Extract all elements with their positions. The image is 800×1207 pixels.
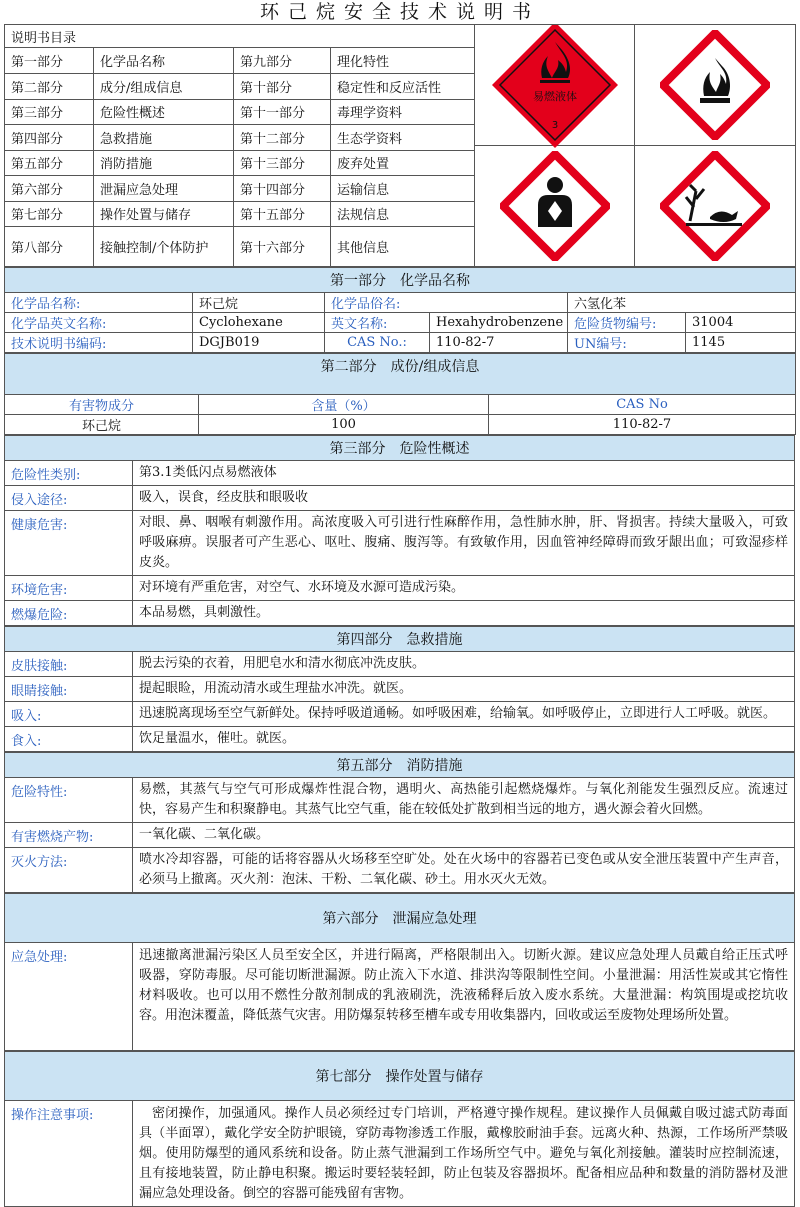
spill-response-label: 应急处理: — [5, 943, 133, 1051]
toc-link[interactable]: 化学品名称 — [94, 48, 234, 74]
toc-link[interactable]: 生态学资料 — [331, 125, 475, 151]
toc-cell: 第十四部分 — [234, 176, 331, 202]
flammable-liquid-label — [475, 25, 635, 146]
toc-link[interactable]: 危险性概述 — [94, 99, 234, 125]
toc-cell: 第一部分 — [5, 48, 94, 74]
english-alias-label: 英文名称: — [325, 313, 430, 333]
english-alias-value: Hexahydrobenzene — [430, 313, 568, 333]
toc-link[interactable]: 理化特性 — [331, 48, 475, 74]
section-1-table — [4, 267, 796, 353]
toc-cell: 第十二部分 — [234, 125, 331, 151]
section-6-title: 第六部分 泄漏应急处理 — [5, 894, 795, 943]
toc-link[interactable]: 消防措施 — [94, 150, 234, 176]
cas-number-value: 110-82-7 — [489, 415, 796, 435]
environment-hazard-text: 对环境有严重危害，对空气、水环境及水源可造成污染。 — [133, 576, 795, 601]
explosion-hazard-label: 燃爆危险: — [5, 601, 133, 626]
environment-hazard-label: 环境危害: — [5, 576, 133, 601]
exposure-route-label: 侵入途径: — [5, 486, 133, 511]
section-7-table — [4, 1051, 795, 1207]
hazard-class-label: 危险性类别: — [5, 461, 133, 486]
environment-hazard-icon — [635, 146, 795, 267]
dangerous-goods-value: 31004 — [686, 313, 796, 333]
sds-code-value: DGJB019 — [193, 333, 325, 353]
component-header: 有害物成分 — [5, 395, 199, 415]
toc-header: 说明书目录 — [5, 25, 475, 48]
ingestion-text: 饮足量温水，催吐。就医。 — [133, 727, 795, 752]
section-3-title: 第三部分 危险性概述 — [5, 436, 795, 461]
un-label: UN编号: — [568, 333, 686, 353]
section-4-title: 第四部分 急救措施 — [5, 627, 795, 652]
toc-cell: 第五部分 — [5, 150, 94, 176]
toc-cell: 第九部分 — [234, 48, 331, 74]
skin-contact-text: 脱去污染的衣着，用肥皂水和清水彻底冲洗皮肤。 — [133, 652, 795, 677]
hazard-label-text: 易燃液体 — [532, 89, 577, 103]
eye-contact-text: 提起眼睑，用流动清水或生理盐水冲洗。就医。 — [133, 677, 795, 702]
cas-header: CAS No — [489, 395, 796, 415]
common-name-value: 六氢化苯 — [568, 293, 796, 313]
toc-link[interactable]: 成分/组成信息 — [94, 74, 234, 100]
fire-fighting-label: 灭火方法: — [5, 848, 133, 893]
fire-fighting-text: 喷水冷却容器，可能的话将容器从火场移至空旷处。处在火场中的容器若已变色或从安全泄压装置中产生声音，必须马上撤离。灭火剂：泡沫、干粉、二氧化碳、砂土。用水灭火无效。 — [133, 848, 795, 893]
toc-cell: 第十三部分 — [234, 150, 331, 176]
page-title: 环己烷安全技术说明书 — [259, 1, 540, 23]
toc-link[interactable]: 接触控制/个体防护 — [94, 227, 234, 267]
common-name-label: 化学品俗名: — [325, 293, 568, 313]
inhalation-label: 吸入: — [5, 702, 133, 727]
cas-label: CAS No.: — [325, 333, 430, 353]
ingestion-label: 食入: — [5, 727, 133, 752]
sds-code-label: 技术说明书编码: — [5, 333, 193, 353]
health-hazard-icon — [475, 146, 635, 267]
toc-cell: 第四部分 — [5, 125, 94, 151]
eye-contact-label: 眼睛接触: — [5, 677, 133, 702]
hazard-pictograms — [475, 25, 796, 267]
flame-icon — [635, 25, 795, 146]
health-hazard-label: 健康危害: — [5, 511, 133, 576]
section-5-table — [4, 752, 795, 893]
spill-response-text: 迅速撤离泄漏污染区人员至安全区，并进行隔离，严格限制出入。切断火源。建议应急处理人员戴自给正压式呼吸器，穿防毒服。尽可能切断泄漏源。防止流入下水道、排洪沟等限制性空间。小量泄漏：用活性炭或其它惰性材料吸收。也可以用不燃性分散剂制成的乳液刷洗，洗液稀释后放入废水系统。大量泄漏：构筑围堤或挖坑收容。用泡沫覆盖，降低蒸气灾害。用防爆泵转移至槽车或专用收集器内，回收或运至废物处理场所处置。 — [133, 943, 795, 1051]
combustion-products-label: 有害燃烧产物: — [5, 823, 133, 848]
section-5-title: 第五部分 消防措施 — [5, 753, 795, 778]
toc-link[interactable]: 泄漏应急处理 — [94, 176, 234, 202]
toc-link[interactable]: 操作处置与储存 — [94, 201, 234, 227]
sds-document — [4, 24, 795, 1207]
toc-link[interactable]: 毒理学资料 — [331, 99, 475, 125]
section-2-table — [4, 353, 796, 435]
toc-cell: 第七部分 — [5, 201, 94, 227]
toc-cell: 第六部分 — [5, 176, 94, 202]
content-value: 100 — [199, 415, 489, 435]
toc-cell: 第十一部分 — [234, 99, 331, 125]
toc-cell: 第十五部分 — [234, 201, 331, 227]
hazard-property-label: 危险特性: — [5, 778, 133, 823]
component-value: 环己烷 — [5, 415, 199, 435]
chemical-name-label: 化学品名称: — [5, 293, 193, 313]
section-7-title: 第七部分 操作处置与储存 — [5, 1052, 795, 1101]
hazard-class-text: 第3.1类低闪点易燃液体 — [133, 461, 795, 486]
skin-contact-label: 皮肤接触: — [5, 652, 133, 677]
toc-link[interactable]: 急救措施 — [94, 125, 234, 151]
section-1-title: 第一部分 化学品名称 — [5, 268, 796, 293]
health-hazard-text: 对眼、鼻、咽喉有刺激作用。高浓度吸入可引进行性麻醉作用，急性肺水肿，肝、肾损害。持续大量吸入，可致呼吸麻痹。误服者可产生恶心、呕吐、腹痛、腹泻等。有致敏作用，因血管神经障碍而致牙龈出血；可致湿疹样皮炎。 — [133, 511, 795, 576]
combustion-products-text: 一氧化碳、二氧化碳。 — [133, 823, 795, 848]
toc-cell: 第十部分 — [234, 74, 331, 100]
toc-link[interactable]: 其他信息 — [331, 227, 475, 267]
english-name-value: Cyclohexane — [193, 313, 325, 333]
explosion-hazard-text: 本品易燃，具刺激性。 — [133, 601, 795, 626]
toc-table — [4, 24, 796, 267]
section-3-table — [4, 435, 795, 626]
exposure-route-text: 吸入，误食，经皮肤和眼吸收 — [133, 486, 795, 511]
toc-cell: 第二部分 — [5, 74, 94, 100]
handling-label: 操作注意事项: — [5, 1101, 133, 1207]
toc-link[interactable]: 稳定性和反应活性 — [331, 74, 475, 100]
chemical-name-value: 环己烷 — [193, 293, 325, 313]
english-name-label: 化学品英文名称: — [5, 313, 193, 333]
section-6-table — [4, 893, 795, 1051]
toc-link[interactable]: 废弃处置 — [331, 150, 475, 176]
hazard-label-class: 3 — [551, 119, 558, 131]
cas-value: 110-82-7 — [430, 333, 568, 353]
toc-link[interactable]: 法规信息 — [331, 201, 475, 227]
toc-cell: 第八部分 — [5, 227, 94, 267]
hazard-property-text: 易燃，其蒸气与空气可形成爆炸性混合物，遇明火、高热能引起燃烧爆炸。与氧化剂能发生强烈反应。流速过快，容易产生和积聚静电。其蒸气比空气重，能在较低处扩散到相当远的地方，遇火源会着火回燃。 — [133, 778, 795, 823]
section-2-title: 第二部分 成份/组成信息 — [5, 354, 796, 395]
content-header: 含量（%） — [199, 395, 489, 415]
toc-cell: 第十六部分 — [234, 227, 331, 267]
section-4-table — [4, 626, 795, 752]
inhalation-text: 迅速脱离现场至空气新鲜处。保持呼吸道通畅。如呼吸困难，给输氧。如呼吸停止，立即进行人工呼吸。就医。 — [133, 702, 795, 727]
un-value: 1145 — [686, 333, 796, 353]
toc-link[interactable]: 运输信息 — [331, 176, 475, 202]
toc-cell: 第三部分 — [5, 99, 94, 125]
dangerous-goods-label: 危险货物编号: — [568, 313, 686, 333]
handling-text: 密闭操作，加强通风。操作人员必须经过专门培训，严格遵守操作规程。建议操作人员佩戴自吸过滤式防毒面具（半面罩），戴化学安全防护眼镜，穿防毒物渗透工作服，戴橡胶耐油手套。远离火种、热源，工作场所严禁吸烟。使用防爆型的通风系统和设备。防止蒸气泄漏到工作场所空气中。避免与氧化剂接触。灌装时应控制流速，且有接地装置，防止静电积聚。搬运时要轻装轻卸，防止包装及容器损坏。配备相应品种和数量的消防器材及泄漏应急处理设备。倒空的容器可能残留有害物。 — [133, 1101, 795, 1207]
